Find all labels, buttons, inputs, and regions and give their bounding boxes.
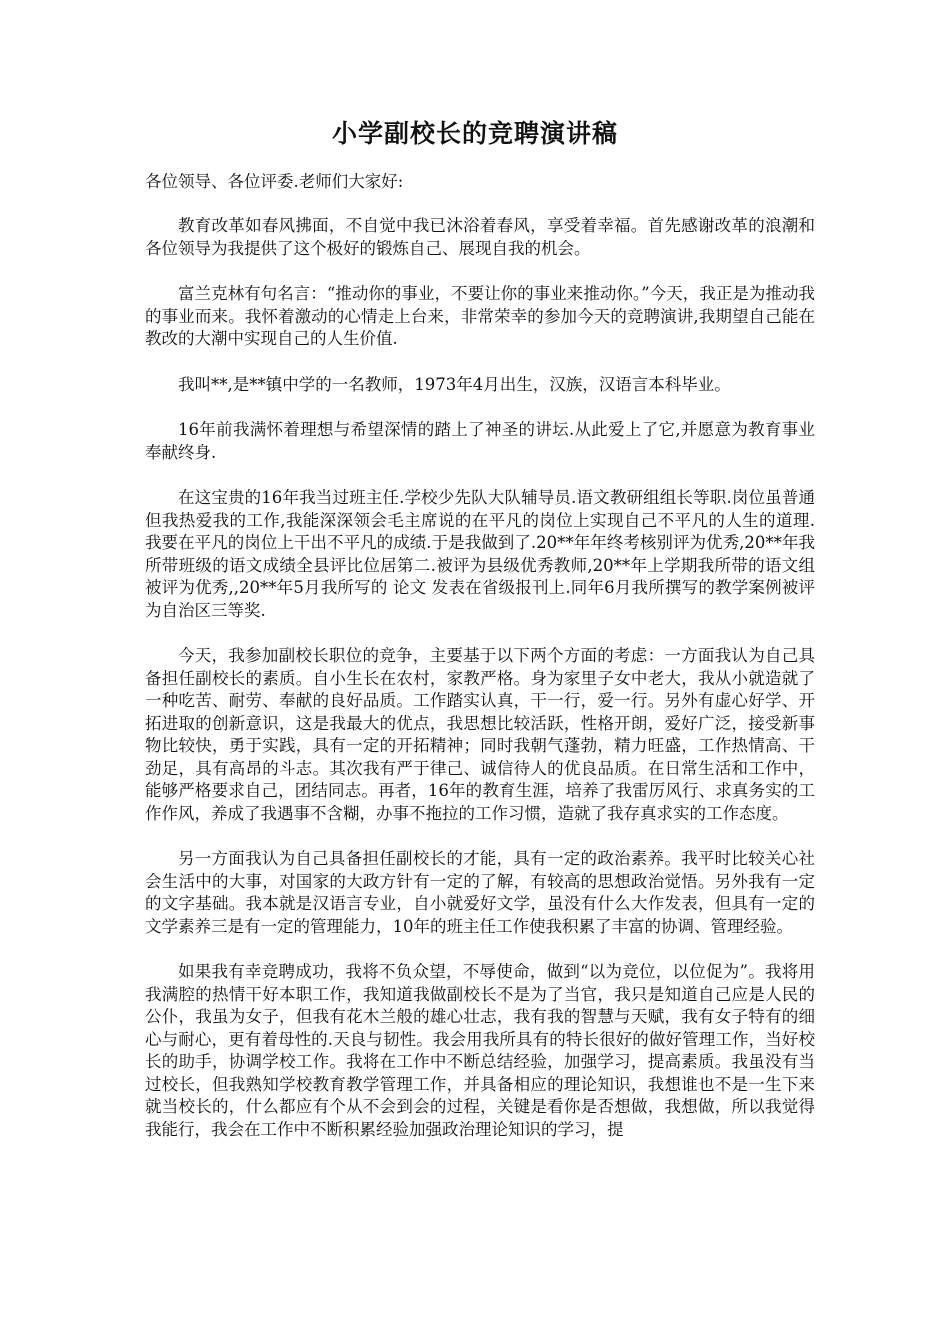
paragraph-sixteen-years: 16年前我满怀着理想与希望深情的踏上了神圣的讲坛.从此爱上了它,并愿意为教育事业奉献终身. xyxy=(145,420,815,462)
paragraph-intro: 教育改革如春风拂面，不自觉中我已沐浴着春风，享受着幸福。首先感谢改革的浪潮和各位领导为我提供了这个极好的锻炼自己、展现自我的机会。 xyxy=(145,216,815,258)
document-title: 小学副校长的竞聘演讲稿 xyxy=(331,119,618,148)
paragraph-commitment: 如果我有幸竞聘成功，我将不负众望，不辱使命，做到“以为竞位，以位促为”。我将用我满腔的热情干好本职工作，我知道我做副校长不是为了当官，我只是知道自己应是人民的公仆，我虽为女子，但我有花木兰般的雄心壮志，我有我的智慧与天赋，我有女子特有的细心与耐心，更有着母性的.天良与韧性。我会用我所具有的特长很好的做好管理工作，当好校长的助手，协调学校工作。我将在工作中不断总结经验，加强学习，提高素质。我虽没有当过校长，但我熟知学校教育教学管理工作，并具备相应的理论知识，我想谁也不是一生下来就当校长的，什么都应有个从不会到会的过程，关键是看你是否想做，我想做，所以我觉得我能行，我会在工作中不断积累经验加强政治理论知识的学习，提 xyxy=(145,962,815,1139)
paragraph-franklin-quote: 富兰克林有句名言：“推动你的事业，不要让你的事业来推动你。”今天，我正是为推动我的事业而来。我怀着激动的心情走上台来，非常荣幸的参加今天的竞聘演讲,我期望自己能在教改的大潮中实现自己的人生价值. xyxy=(145,284,815,348)
paragraph-abilities: 另一方面我认为自己具备担任副校长的才能，具有一定的政治素养。我平时比较关心社会生活中的大事，对国家的大政方针有一定的了解，有较高的思想政治觉悟。另外我有一定的文字基础。我本就是汉语言专业，自小就爱好文学，虽没有什么大作发表，但具有一定的文学素养三是有一定的管理能力，10年的班主任工作使我积累了丰富的协调、管理经验。 xyxy=(145,849,815,936)
paragraph-self-introduction: 我叫**,是**镇中学的一名教师，1973年4月出生，汉族，汉语言本科毕业。 xyxy=(178,374,731,394)
paragraph-achievements: 在这宝贵的16年我当过班主任.学校少先队大队辅导员.语文教研组组长等职.岗位虽普通但我热爱我的工作,我能深深领会毛主席说的在平凡的岗位上实现自己不平凡的人生的道理.我要在平凡的岗位上干出不平凡的成绩.于是我做到了.20**年年终考核别评为优秀,20**年我所带班级的语文成绩全县评比位居第二.被评为县级优秀教师,20**年上学期我所带的语文组被评为优秀,,20**年5月我所写的 论文 发表在省级报刊上.同年6月我所撰写的教学案例被评为自治区三等奖. xyxy=(145,488,815,620)
greeting-line: 各位领导、各位评委.老师们大家好: xyxy=(145,172,404,191)
document-body xyxy=(145,170,815,1164)
paragraph-qualities: 今天，我参加副校长职位的竞争，主要基于以下两个方面的考虑：一方面我认为自己具备担任副校长的素质。自小生长在农村，家教严格。身为家里子女中老大，我从小就造就了一种吃苦、耐劳、奉献的良好品质。工作踏实认真，干一行，爱一行。另外有虚心好学、开拓进取的创新意识，这是我最大的优点，我思想比较活跃，性格开朗，爱好广泛，接受新事物比较快，勇于实践，具有一定的开拓精神；同时我朝气蓬勃，精力旺盛，工作热情高、干劲足，具有高昂的斗志。其次我有严于律己、诚信待人的优良品质。在日常生活和工作中，能够严格要求自己，团结同志。再者，16年的教育生涯，培养了我雷厉风行、求真务实的工作作风，养成了我遇事不含糊，办事不拖拉的工作习惯，造就了我存真求实的工作态度。 xyxy=(145,646,815,823)
